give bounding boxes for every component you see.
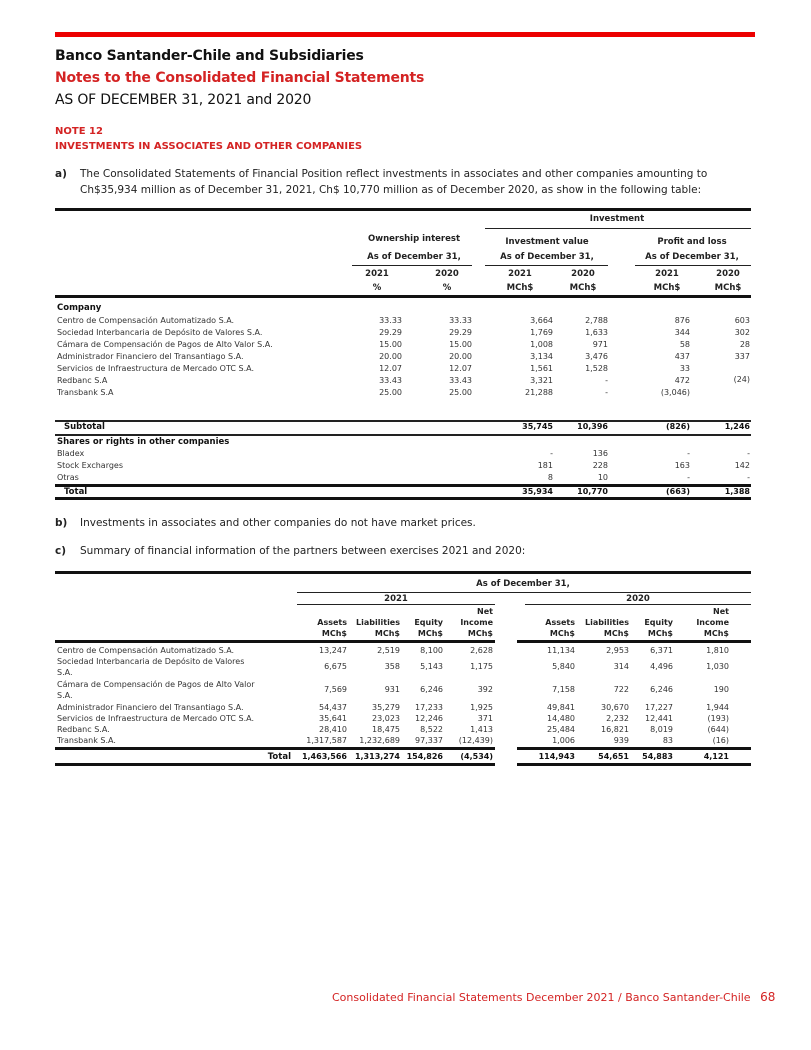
partner-name: Administrador Financiero del Transantiago S.A. xyxy=(57,703,244,712)
partner-value: 314 xyxy=(613,662,629,671)
partner-value: 83 xyxy=(662,736,673,745)
partner-value: 11,134 xyxy=(547,646,575,655)
table-cell-pl20: 337 xyxy=(734,352,750,361)
year-2020-header: 2020 xyxy=(626,594,650,604)
partner-value: 17,227 xyxy=(645,703,673,712)
shares-cell-pl20: 142 xyxy=(734,461,750,470)
table-cell-inv21: 3,321 xyxy=(530,376,553,385)
partner-value: 8,100 xyxy=(420,646,443,655)
partner-value: 1,030 xyxy=(706,662,729,671)
column-header: Liabilities xyxy=(585,618,629,627)
column-header: MCh$ xyxy=(417,629,443,638)
subtotal-inv21: 35,745 xyxy=(522,422,553,431)
column-header: MCh$ xyxy=(321,629,347,638)
partner-value: 14,480 xyxy=(547,714,575,723)
column-header: MCh$ xyxy=(647,629,673,638)
table-cell-own21: 20.00 xyxy=(379,352,402,361)
unit-header: MCh$ xyxy=(506,283,534,293)
unit-header: MCh$ xyxy=(714,283,742,293)
subtotal-label: Subtotal xyxy=(64,422,105,432)
partner-value: 13,247 xyxy=(319,646,347,655)
subtotal-inv20: 10,396 xyxy=(577,422,608,431)
partner-value: 2,232 xyxy=(606,714,629,723)
partner-value: 30,670 xyxy=(601,703,629,712)
table2-total-value: (4,534) xyxy=(460,752,493,761)
partner-value: 49,841 xyxy=(547,703,575,712)
shares-cell-pl20: - xyxy=(747,473,750,482)
period-title: AS OF DECEMBER 31, 2021 and 2020 xyxy=(55,92,312,108)
column-header: MCh$ xyxy=(703,629,729,638)
table-cell-own20: 12.07 xyxy=(449,364,472,373)
merged-profit-loss-2020: (24) xyxy=(733,375,750,384)
as-of-rule xyxy=(297,592,751,593)
partner-name: Servicios de Infraestructura de Mercado OTC S.A. xyxy=(57,714,255,723)
table2-bottom-rule-2021 xyxy=(55,763,495,766)
section-a xyxy=(55,166,755,198)
partner-value: 1,232,689 xyxy=(359,736,400,745)
column-header: MCh$ xyxy=(549,629,575,638)
shares-cell-pl21: 163 xyxy=(674,461,690,470)
partner-value: 2,953 xyxy=(606,646,629,655)
partner-value: 8,019 xyxy=(650,725,673,734)
table2-total-value: 4,121 xyxy=(703,752,729,761)
table-cell-pl21: 58 xyxy=(679,340,690,349)
company-name: Cámara de Compensación de Pagos de Alto Valor S.A. xyxy=(57,340,273,349)
partner-value: 25,484 xyxy=(547,725,575,734)
column-header: MCh$ xyxy=(467,629,493,638)
partner-name: S.A. xyxy=(57,691,73,700)
table-cell-inv20: - xyxy=(605,388,608,397)
partner-value: (193) xyxy=(707,714,729,723)
year-header: 2020 xyxy=(716,269,740,279)
partner-name: Sociedad Interbancaria de Depósito de Valores xyxy=(57,657,245,666)
table-cell-inv20: 3,476 xyxy=(585,352,608,361)
table2-total-value: 1,463,566 xyxy=(301,752,347,761)
column-header: Income xyxy=(696,618,729,627)
partner-value: 23,023 xyxy=(372,714,400,723)
partner-value: 7,158 xyxy=(552,685,575,694)
table-cell-pl20: 302 xyxy=(734,328,750,337)
unit-header: MCh$ xyxy=(653,283,681,293)
table2-header-rule-2021 xyxy=(55,640,495,643)
partner-value: 358 xyxy=(384,662,400,671)
table-cell-own20: 15.00 xyxy=(449,340,472,349)
column-header: Assets xyxy=(317,618,347,627)
partner-value: 6,675 xyxy=(324,662,347,671)
company-name: Administrador Financiero del Transantiago S.A. xyxy=(57,352,244,361)
company-name: Sociedad Interbancaria de Depósito de Valores S.A. xyxy=(57,328,263,337)
company-name: Redbanc S.A xyxy=(57,376,108,385)
shares-cell-inv21: 181 xyxy=(537,461,553,470)
investment-value-subheader: As of December 31, xyxy=(500,252,594,262)
partner-value: 5,840 xyxy=(552,662,575,671)
shares-cell-inv21: 8 xyxy=(547,473,553,482)
section-c xyxy=(55,543,755,559)
section-c-text: Summary of financial information of the partners between exercises 2021 and 2020: xyxy=(80,545,526,557)
table2-total-rule-2020 xyxy=(517,747,751,750)
section-a-text: The Consolidated Statements of Financial Position reflect investments in associates and other companies amounting to Ch$35,934 million as of December 31, 2021, Ch$ 10,770 million as of December 2020, as show in the following table: xyxy=(80,168,708,196)
partner-value: 2,519 xyxy=(377,646,400,655)
partner-value: 35,279 xyxy=(372,703,400,712)
table2-total-value: 114,943 xyxy=(538,752,575,761)
shares-company-name: Otras xyxy=(57,473,79,482)
total-pl20: 1,388 xyxy=(724,487,750,496)
partner-value: (644) xyxy=(707,725,729,734)
partner-value: 1,810 xyxy=(706,646,729,655)
table-cell-own20: 25.00 xyxy=(449,388,472,397)
year-header: 2020 xyxy=(571,269,595,279)
partner-value: 18,475 xyxy=(372,725,400,734)
shares-cell-inv20: 136 xyxy=(592,449,608,458)
partner-name: Centro de Compensación Automatizado S.A. xyxy=(57,646,235,655)
column-header: MCh$ xyxy=(374,629,400,638)
partner-value: 1,175 xyxy=(470,662,493,671)
partner-value: 1,944 xyxy=(706,703,729,712)
table-top-rule xyxy=(55,208,751,211)
partner-value: 17,233 xyxy=(415,703,443,712)
partner-value: 6,371 xyxy=(650,646,673,655)
table2-total-value: 1,313,274 xyxy=(354,752,400,761)
year-header: 2021 xyxy=(365,269,389,279)
partner-value: 1,006 xyxy=(552,736,575,745)
table-cell-own21: 12.07 xyxy=(379,364,402,373)
table-cell-inv21: 21,288 xyxy=(525,388,553,397)
header-bottom-rule xyxy=(55,295,751,298)
partner-value: 12,246 xyxy=(415,714,443,723)
profit-loss-subheader: As of December 31, xyxy=(645,252,739,262)
table-cell-own20: 20.00 xyxy=(449,352,472,361)
table2-total-rule-2021 xyxy=(55,747,495,750)
table-cell-inv21: 1,561 xyxy=(530,364,553,373)
header-accent-bar xyxy=(55,32,755,37)
partner-value: 392 xyxy=(477,685,493,694)
partner-value: 371 xyxy=(477,714,493,723)
ownership-header: Ownership interest xyxy=(367,234,461,244)
section-a-tag: a) xyxy=(55,168,67,180)
partner-value: 1,413 xyxy=(470,725,493,734)
column-header: Equity xyxy=(644,618,673,627)
table2-bottom-rule-2020 xyxy=(517,763,751,766)
partner-value: 54,437 xyxy=(319,703,347,712)
section-b-text: Investments in associates and other companies do not have market prices. xyxy=(80,517,476,529)
shares-cell-pl20: - xyxy=(747,449,750,458)
investment-group-header: Investment xyxy=(589,214,645,224)
table-cell-pl21: (3,046) xyxy=(660,388,690,397)
partner-value: 16,821 xyxy=(601,725,629,734)
column-header: Equity xyxy=(414,618,443,627)
footer-text: Consolidated Financial Statements December 2021 / Banco Santander-Chile xyxy=(332,991,751,1004)
table2-total-value: 154,826 xyxy=(406,752,443,761)
shares-cell-pl21: - xyxy=(687,473,690,482)
table-cell-inv20: - xyxy=(605,376,608,385)
partner-value: 939 xyxy=(613,736,629,745)
table-cell-own20: 29.29 xyxy=(449,328,472,337)
partner-value: 6,246 xyxy=(650,685,673,694)
total-label: Total xyxy=(64,487,88,497)
column-header: Net xyxy=(713,607,729,616)
investment-value-header: Investment value xyxy=(505,237,589,247)
partner-value: 4,496 xyxy=(650,662,673,671)
table-cell-own21: 33.43 xyxy=(379,376,402,385)
investment-group-rule xyxy=(485,228,751,229)
year-header: 2021 xyxy=(508,269,532,279)
company-name: Servicios de Infraestructura de Mercado OTC S.A. xyxy=(57,364,255,373)
partner-value: 97,337 xyxy=(415,736,443,745)
total-inv20: 10,770 xyxy=(577,487,608,496)
section-c-tag: c) xyxy=(55,545,67,557)
table-cell-inv20: 2,788 xyxy=(585,316,608,325)
as-of-header: As of December 31, xyxy=(476,579,570,589)
column-header: Income xyxy=(460,618,493,627)
company-name: Centro de Compensación Automatizado S.A. xyxy=(57,316,235,325)
year-2020-rule xyxy=(525,604,751,605)
partner-value: 190 xyxy=(713,685,729,694)
partner-value: 1,317,587 xyxy=(306,736,347,745)
partner-value: (16) xyxy=(712,736,729,745)
partner-value: 8,522 xyxy=(420,725,443,734)
partner-value: 12,441 xyxy=(645,714,673,723)
partner-name: Redbanc S.A. xyxy=(57,725,110,734)
unit-header: MCh$ xyxy=(569,283,597,293)
table-cell-inv20: 1,633 xyxy=(585,328,608,337)
table2-top-rule xyxy=(55,571,751,574)
note-heading xyxy=(55,124,362,154)
shares-label: Shares or rights in other companies xyxy=(57,437,230,447)
table-cell-inv20: 971 xyxy=(592,340,608,349)
table-cell-pl21: 33 xyxy=(679,364,690,373)
partner-name: S.A. xyxy=(57,668,73,677)
year-2021-rule xyxy=(297,604,495,605)
partner-value: 722 xyxy=(613,685,629,694)
note-title: INVESTMENTS IN ASSOCIATES AND OTHER COMPANIES xyxy=(55,141,363,152)
table-cell-pl21: 437 xyxy=(674,352,690,361)
company-label: Company xyxy=(57,303,102,313)
column-header: Assets xyxy=(545,618,575,627)
table-cell-pl20: 603 xyxy=(734,316,750,325)
partner-name: Transbank S.A. xyxy=(57,736,116,745)
partner-value: 2,628 xyxy=(470,646,493,655)
column-header: Liabilities xyxy=(356,618,400,627)
table-cell-pl21: 472 xyxy=(674,376,690,385)
table-cell-own20: 33.43 xyxy=(449,376,472,385)
partner-value: 35,641 xyxy=(319,714,347,723)
partner-value: 931 xyxy=(384,685,400,694)
section-b xyxy=(55,515,755,531)
subtotal-bottom-rule xyxy=(55,434,751,436)
note-number: NOTE 12 xyxy=(55,126,103,137)
shares-cell-inv20: 10 xyxy=(597,473,608,482)
page-number: 68 xyxy=(760,990,776,1004)
ownership-subheader: As of December 31, xyxy=(367,252,461,262)
table2-header-rule-2020 xyxy=(517,640,751,643)
unit-header: % xyxy=(442,283,452,293)
ownership-rule xyxy=(352,265,472,266)
table-cell-own21: 33.33 xyxy=(379,316,402,325)
profit-loss-header: Profit and loss xyxy=(657,237,727,247)
partner-value: 6,246 xyxy=(420,685,443,694)
total-pl21: (663) xyxy=(665,487,690,496)
total-inv21: 35,934 xyxy=(522,487,553,496)
year-header: 2020 xyxy=(435,269,459,279)
unit-header: % xyxy=(372,283,382,293)
document-subtitle: Notes to the Consolidated Financial Statements xyxy=(55,70,425,86)
partner-value: 28,410 xyxy=(319,725,347,734)
company-name: Transbank S.A xyxy=(57,388,114,397)
table-cell-own21: 29.29 xyxy=(379,328,402,337)
page-footer xyxy=(332,990,775,1004)
column-header: MCh$ xyxy=(603,629,629,638)
partner-value: (12,439) xyxy=(458,736,493,745)
table-cell-inv21: 3,664 xyxy=(530,316,553,325)
table-cell-own20: 33.33 xyxy=(449,316,472,325)
profit-loss-rule xyxy=(635,265,751,266)
partner-value: 7,569 xyxy=(324,685,347,694)
table-cell-pl20: 28 xyxy=(739,340,750,349)
table-cell-pl21: 876 xyxy=(674,316,690,325)
section-b-tag: b) xyxy=(55,517,68,529)
shares-company-name: Stock Excharges xyxy=(57,461,124,470)
table-cell-inv21: 3,134 xyxy=(530,352,553,361)
table-cell-inv20: 1,528 xyxy=(585,364,608,373)
subtotal-pl21: (826) xyxy=(665,422,690,431)
partner-value: 5,143 xyxy=(420,662,443,671)
company-title: Banco Santander-Chile and Subsidiaries xyxy=(55,48,364,64)
shares-company-name: Bladex xyxy=(57,449,85,458)
table-cell-inv21: 1,008 xyxy=(530,340,553,349)
table-cell-pl21: 344 xyxy=(674,328,690,337)
year-header: 2021 xyxy=(655,269,679,279)
total-bottom-rule xyxy=(55,497,751,500)
shares-cell-inv20: 228 xyxy=(592,461,608,470)
table-cell-own21: 15.00 xyxy=(379,340,402,349)
shares-cell-pl21: - xyxy=(687,449,690,458)
table-cell-own21: 25.00 xyxy=(379,388,402,397)
table2-total-label: Total xyxy=(267,752,291,762)
investment-value-rule xyxy=(485,265,608,266)
year-2021-header: 2021 xyxy=(384,594,408,604)
table2-total-value: 54,651 xyxy=(598,752,629,761)
partner-name: Cámara de Compensación de Pagos de Alto Valor xyxy=(57,680,255,689)
table-cell-inv21: 1,769 xyxy=(530,328,553,337)
table2-total-value: 54,883 xyxy=(642,752,673,761)
partner-value: 1,925 xyxy=(470,703,493,712)
shares-cell-inv21: - xyxy=(550,449,553,458)
subtotal-pl20: 1,246 xyxy=(724,422,750,431)
column-header: Net xyxy=(477,607,493,616)
